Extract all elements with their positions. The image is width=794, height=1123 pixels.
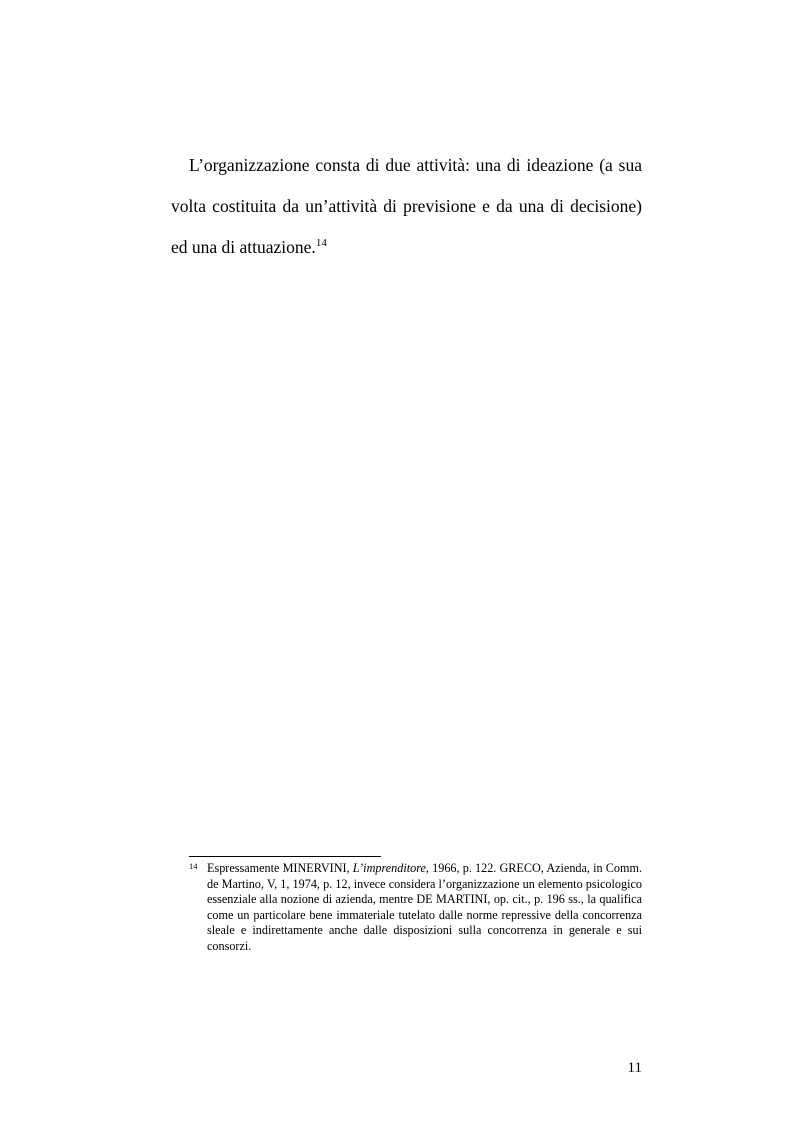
body-paragraph: [171, 145, 642, 268]
page-number: 11: [627, 1060, 642, 1076]
footnote-text-rest: , 1966, p. 122. GRECO, Azienda, in Comm. de Martino, V, 1, 1974, p. 12, invece considera l’organizzazione un elemento psicologico essenziale alla nozione di azienda, mentre DE MARTINI, op. cit., p. 196 ss., la qualifica come un particolare bene immateriale tutelato dalle norme repressive della concorrenza sleale e indirettamente anche dalle disposizioni sulla concorrenza in generale e sui consorzi.: [207, 861, 642, 953]
footnote-text-start: Espressamente MINERVINI,: [207, 861, 353, 875]
footnote-separator: [189, 856, 381, 857]
footnote-number: 14: [189, 861, 198, 871]
footnote-text: [207, 861, 642, 955]
body-paragraph-text: L’organizzazione consta di due attività: una di ideazione (a sua volta costituita da un’attività di previsione e da una di decisione) ed una di attuazione.: [171, 155, 642, 257]
footnote: [189, 861, 642, 955]
footnote-reference: 14: [315, 237, 327, 249]
footnote-cited-title: L’imprenditore: [352, 861, 426, 875]
